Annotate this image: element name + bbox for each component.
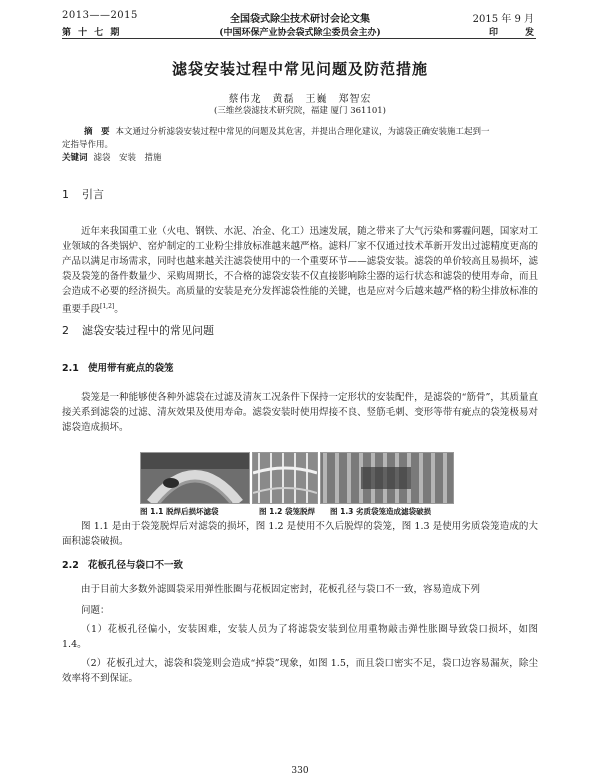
figure-1-1-graphic <box>141 453 249 503</box>
header-date: 2015 年 9 月 <box>472 14 534 25</box>
section-2-1-paragraph <box>62 390 538 435</box>
page-number: 330 <box>291 766 309 776</box>
section-2-2-item-2: （2）花板孔过大，滤袋和袋笼则会造成“掉袋”现象，如图 1.5，而且袋口密实不足，袋口边容易漏灰，除尘效率将不到保证。 <box>62 658 538 684</box>
header-years: 2013——2015 <box>62 10 138 21</box>
section-2-2-questions: 问题： <box>81 605 110 616</box>
figure-1-3-image <box>320 452 454 504</box>
article-affiliation: (三维丝袋滤技术研究院，福建 厦门 361101) <box>214 106 386 116</box>
abstract-text-2: 定指导作用。 <box>62 140 114 150</box>
section-2-1-number: 2.1 <box>62 363 79 374</box>
figure-1-2-image <box>252 452 318 504</box>
section-1-title: 引言 <box>82 188 104 201</box>
section-2-number: 2 <box>62 324 69 337</box>
abstract-label: 摘 要 <box>84 127 110 137</box>
section-2-1-text: 袋笼是一种能够使各种外滤袋在过滤及清灰工况条件下保持一定形状的安装配件，是滤袋的“筋骨”，其质量直接关系到滤袋的过滤、清灰效果及使用寿命。滤袋安装时使用焊接不良、竖筋毛刺、变形等带有疵点的袋笼极易对滤袋造成损坏。 <box>62 392 538 433</box>
section-2-title: 滤袋安装过程中的常见问题 <box>82 324 214 337</box>
figure-note-text: 图 1.1 是由于袋笼脱焊后对滤袋的损坏，图 1.2 是使用不久后脱焊的袋笼，图 1.3 是使用劣质袋笼造成的大面积滤袋破损。 <box>62 521 538 547</box>
header-issue: 第 十 七 期 <box>62 28 122 38</box>
section-2-2-heading <box>62 557 183 571</box>
keywords-text: 滤袋 安装 措施 <box>93 153 162 163</box>
abstract <box>62 126 542 165</box>
abstract-text-1: 本文通过分析滤袋安装过程中常见的问题及其危害，并提出合理化建议，为滤袋正确安装施工起到一 <box>115 127 490 137</box>
section-1-text: 近年来我国重工业（火电、钢铁、水泥、冶金、化工）迅速发展，随之带来了大气污染和雾霾问题，国家对工业领域的各类锅炉、窑炉制定的工业粉尘排放标准越来越严格。滤料厂家不仅通过技术革新开发出过滤精度更高的产品以满足市场需求，同时也越来越关注滤袋使用中的一个重要环节——滤袋安装。滤袋的单价较高且易损坏，滤袋及袋笼的备件数量少、采购周期长，不合格的滤袋安装不仅直接影响除尘器的运行状态和滤袋的使用寿命，而且会造成不必要的经济损失。高质量的安装是充分发挥滤袋性能的关键，也是应对今后越来越严格的粉尘排放标准的重要手段 <box>62 226 538 316</box>
figure-1-2-graphic <box>253 453 317 503</box>
figure-1-3-graphic <box>321 453 453 503</box>
header-printed: 印 发 <box>488 28 534 38</box>
article-title: 滤袋安装过程中常见问题及防范措施 <box>171 60 428 78</box>
citation: [1,2] <box>100 303 115 310</box>
section-2-2-number: 2.2 <box>62 560 79 571</box>
section-2-2-text: 由于目前大多数外滤圆袋采用弹性胀圈与花板固定密封，花板孔径与袋口不一致，容易造成下列 <box>81 584 481 595</box>
section-1-paragraph <box>62 224 538 317</box>
figure-1-2-caption: 图 1.2 袋笼脱焊 <box>259 507 316 516</box>
header-sponsor: (中国环保产业协会袋式除尘委员会主办) <box>219 28 381 38</box>
section-2-2-item-1: （1）花板孔径偏小，安装困难，安装人员为了将滤袋安装到位用重物敲击弹性胀圈导致袋口损坏，如图 1.4。 <box>62 624 538 650</box>
keywords-label: 关键词 <box>62 153 88 163</box>
header-series-title: 全国袋式除尘技术研讨会论文集 <box>230 14 370 25</box>
section-1-number: 1 <box>62 188 69 201</box>
section-2-1-heading <box>62 360 174 374</box>
figure-1-1-caption: 图 1.1 脱焊后损坏滤袋 <box>140 507 219 516</box>
article-authors: 蔡伟龙 黄磊 王巍 郑智宏 <box>228 94 372 105</box>
figure-1-1-image <box>140 452 250 504</box>
section-1-heading <box>62 186 104 202</box>
figure-1-3-caption: 图 1.3 劣质袋笼造成滤袋破损 <box>330 507 432 516</box>
section-2-2-title: 花板孔径与袋口不一致 <box>88 560 184 571</box>
section-2-2-paragraph <box>62 582 538 686</box>
header-rule <box>62 38 536 39</box>
section-2-heading <box>62 322 214 338</box>
section-2-1-title: 使用带有疵点的袋笼 <box>88 363 174 374</box>
figure-note-paragraph <box>62 519 538 549</box>
section-1-end: 。 <box>114 304 124 316</box>
